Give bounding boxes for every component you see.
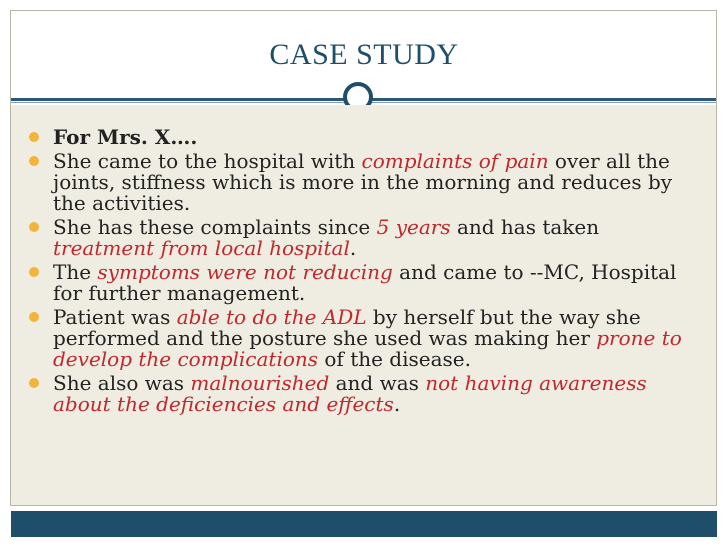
highlight-text: able to do the ADL (176, 305, 367, 329)
bullet-icon (29, 132, 39, 142)
bullet-text: . (393, 392, 401, 416)
bullet-text: She has these complaints since (53, 215, 377, 239)
highlight-text: treatment from local hospital (53, 236, 350, 260)
bullet-icon (29, 156, 39, 166)
highlight-text: prone to develop the complications (53, 326, 682, 371)
highlight-text: complaints of pain (361, 149, 549, 173)
slide-title: CASE STUDY (269, 38, 459, 71)
bullet-text: For Mrs. X…. (53, 125, 198, 149)
bullet-text: and came to --MC, Hospital for further management. (53, 260, 677, 305)
bullet-text: over all the joints, stiffness which is more in the morning and reduces by the activities. (53, 149, 673, 215)
bullet-list (11, 105, 716, 415)
bullet-text: She also was (53, 371, 191, 395)
bullet-item (29, 262, 700, 304)
bullet-text: . (349, 236, 357, 260)
bullet-item (29, 217, 700, 259)
bullet-item (29, 151, 700, 214)
bullet-icon (29, 267, 39, 277)
bullet-text: and has taken (450, 215, 600, 239)
bullet-text: The (53, 260, 98, 284)
bullet-icon (29, 312, 39, 322)
bullet-item (29, 127, 700, 148)
footer-bar (11, 511, 717, 537)
bullet-text: She came to the hospital with (53, 149, 362, 173)
bullet-text: of the disease. (318, 347, 471, 371)
bullet-text: by herself but the way she performed and the posture she used was making her (53, 305, 641, 350)
highlight-text: symptoms were not reducing (97, 260, 393, 284)
highlight-text: not having awareness about the deficiencies and effects (53, 371, 647, 416)
bullet-icon (29, 222, 39, 232)
content-area (11, 105, 716, 505)
bullet-text: and was (329, 371, 426, 395)
bullet-item (29, 307, 700, 370)
bullet-text: Patient was (53, 305, 177, 329)
highlight-text: malnourished (190, 371, 330, 395)
bullet-icon (29, 378, 39, 388)
bullet-item (29, 373, 700, 415)
highlight-text: 5 years (376, 215, 451, 239)
